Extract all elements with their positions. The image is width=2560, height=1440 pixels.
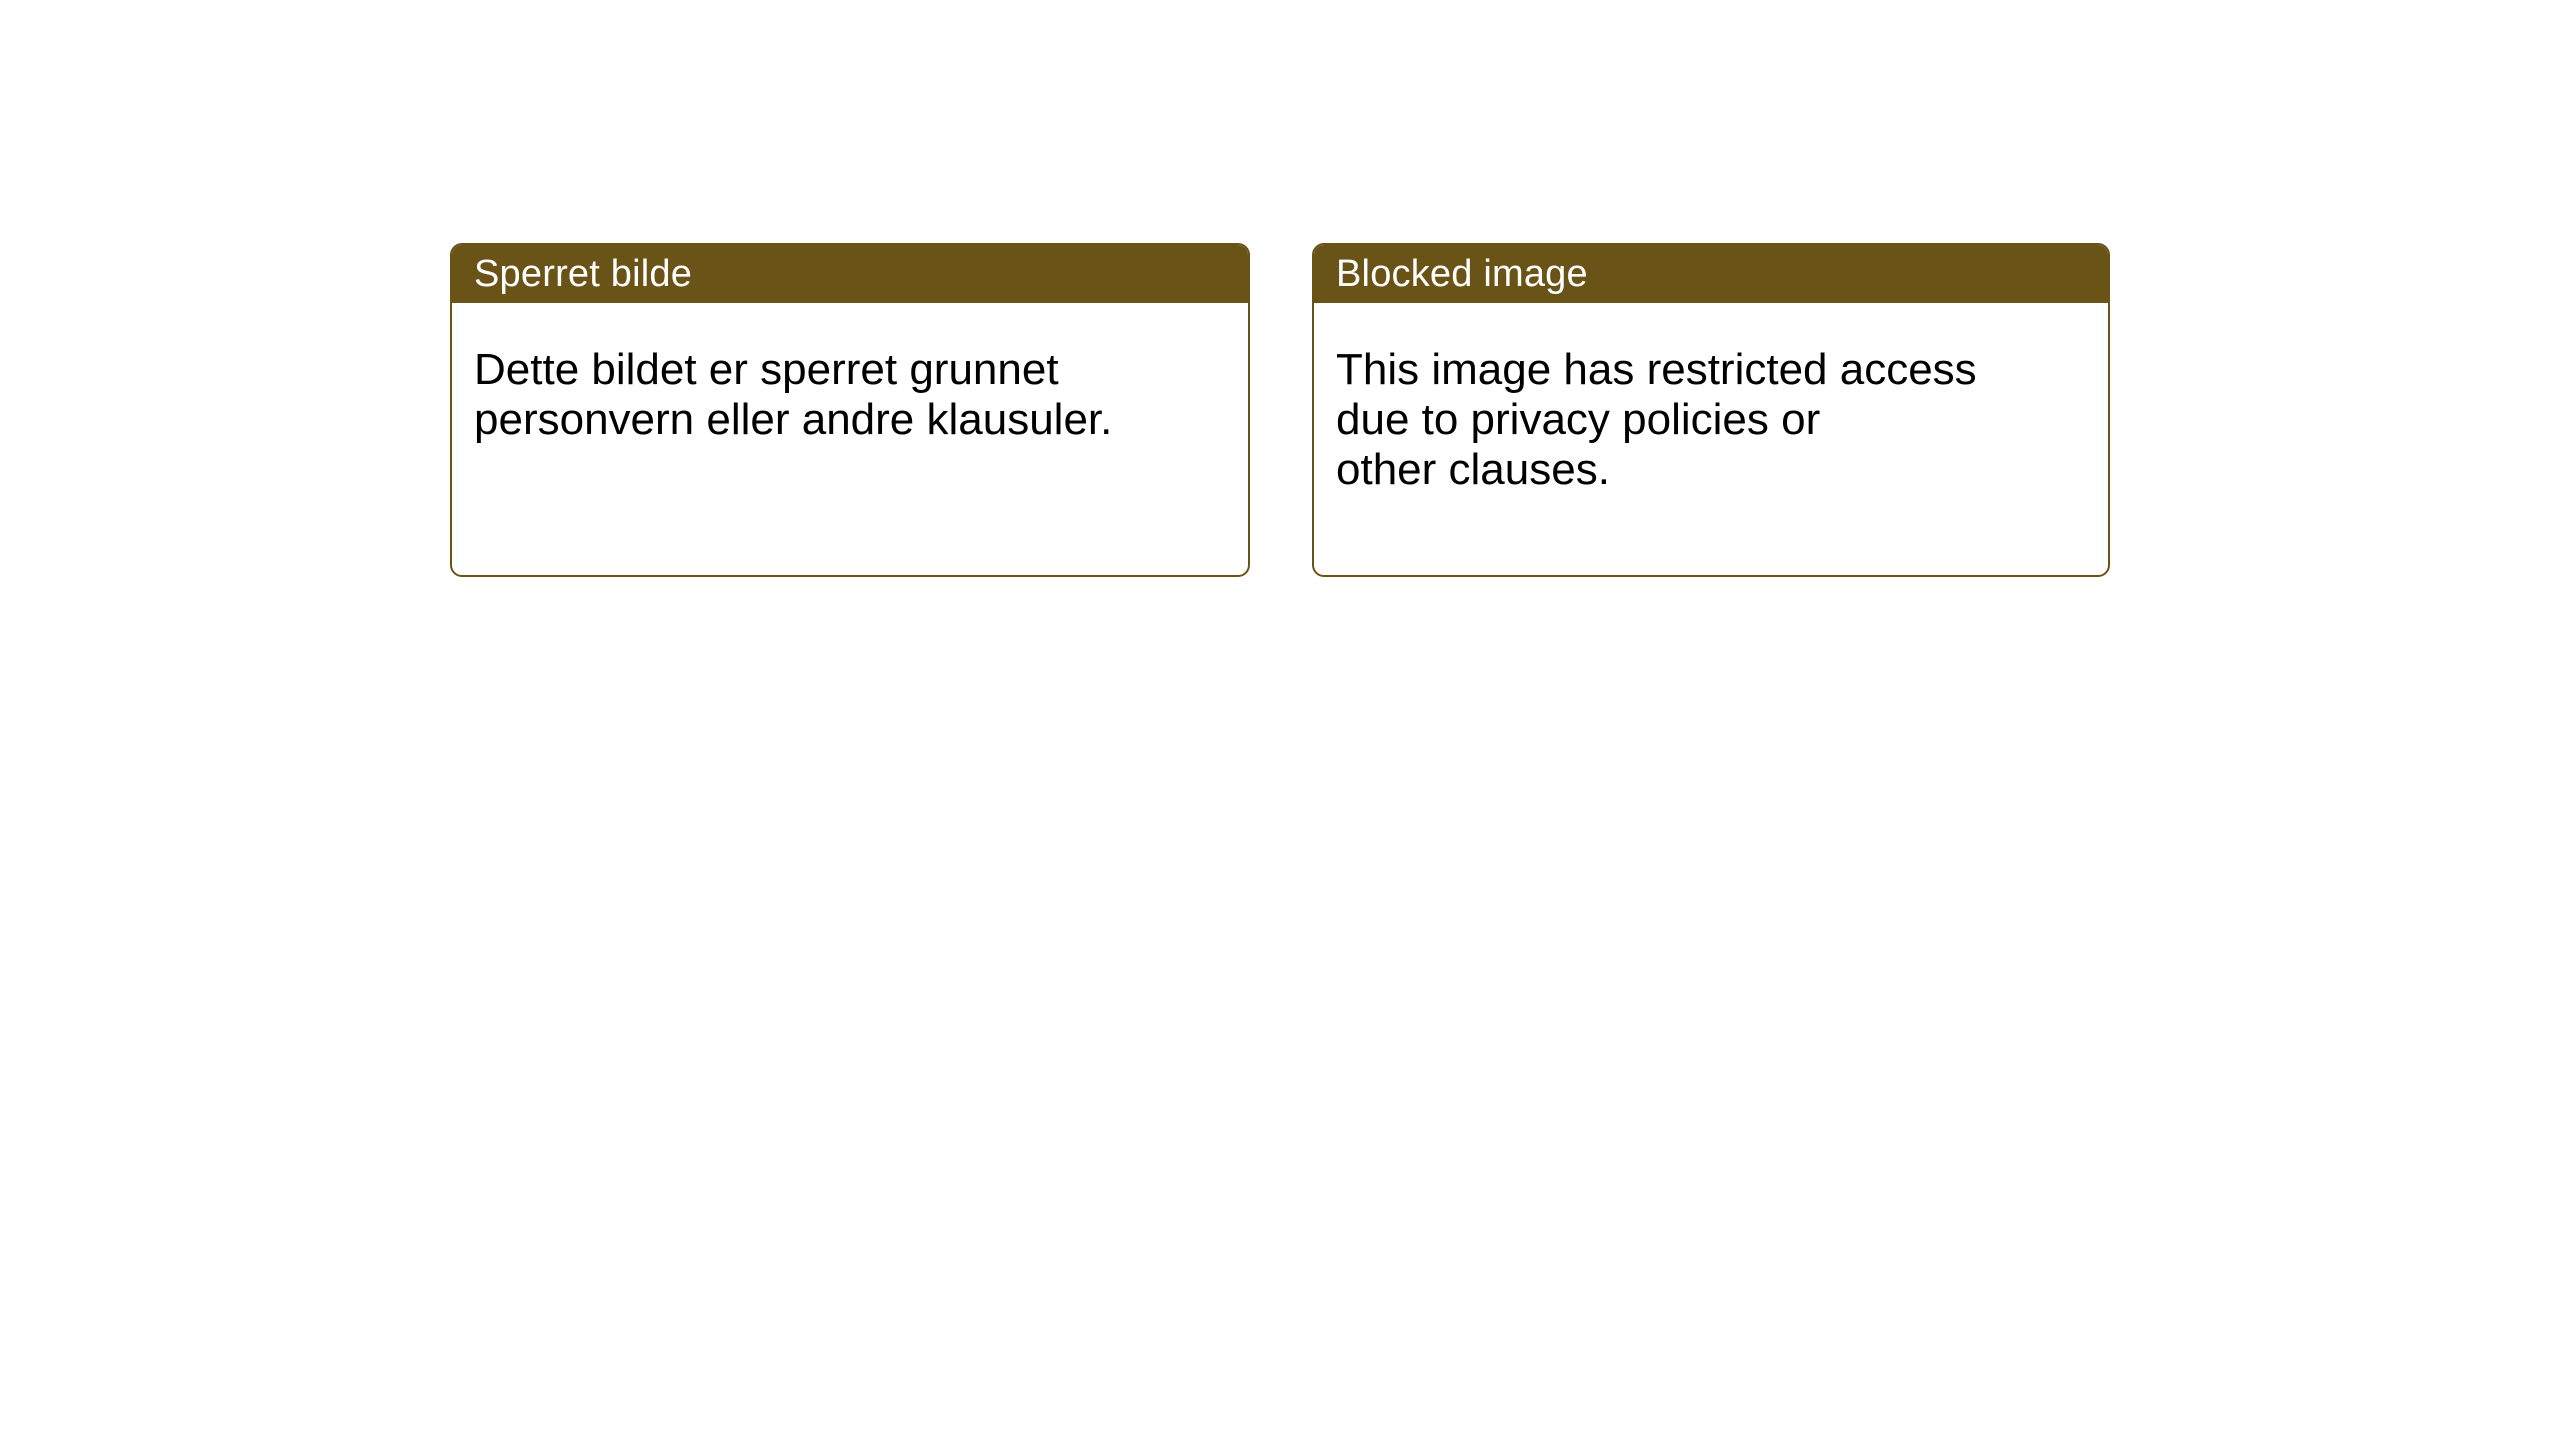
card-header [452,245,1248,303]
card-title: Sperret bilde [474,252,693,295]
body-text-line: This image has restricted access [1336,345,1977,394]
body-text-line: other clauses. [1336,445,1610,494]
body-text-line: due to privacy policies or [1336,395,1821,444]
blocked-image-notice-english [1312,243,2110,577]
body-text-line: Dette bildet er sperret grunnet [474,345,1059,394]
card-title: Blocked image [1336,252,1588,295]
card-header [1314,245,2108,303]
card-body [1314,303,2108,575]
body-text-line: personvern eller andre klausuler. [474,395,1113,444]
blocked-image-notice-norwegian [450,243,1250,577]
card-body [452,303,1248,575]
